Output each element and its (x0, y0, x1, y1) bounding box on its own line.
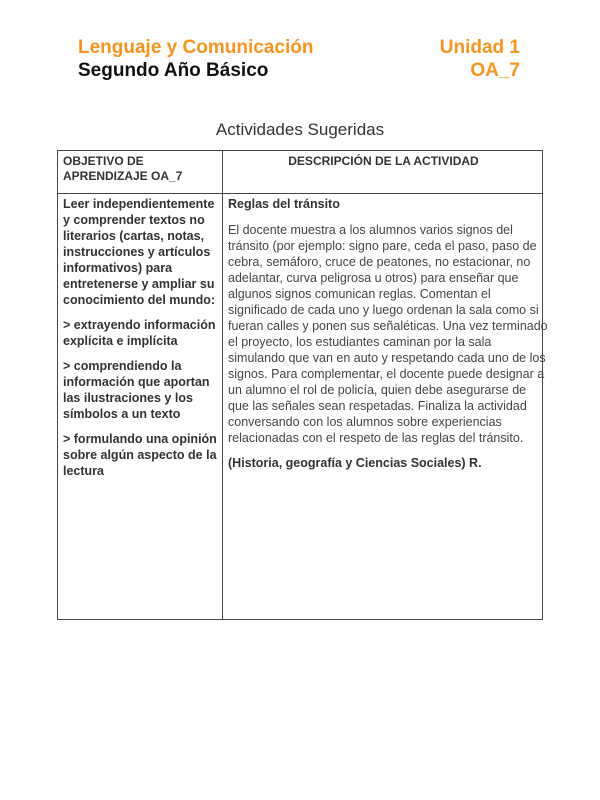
objective-header: OBJETIVO DE APRENDIZAJE OA_7 (63, 154, 183, 183)
objective-bullet: > comprendiendo la información que aportan las ilustraciones y los símbolos a un texto (63, 359, 210, 421)
description-line: signos. Para complementar, el docente puede designar a (228, 367, 545, 381)
description-line: conversando con los alumnos sobre experiencias (228, 415, 502, 429)
objective-main: Leer independientemente y comprender textos no literarios (cartas, notas, instrucciones y artículos informativos) para entretenerse y ampliar su conocimiento del mundo: (63, 197, 216, 307)
activity-description (228, 222, 548, 446)
description-line: simulando que van en auto y respetando cada uno de los (228, 351, 546, 365)
activity-footer: (Historia, geografía y Ciencias Sociales) R. (228, 456, 482, 470)
section-title: Actividades Sugeridas (215, 120, 385, 139)
description-line: tránsito (por ejemplo: signo pare, ceda el paso, paso de (228, 239, 537, 253)
activity-table (57, 150, 548, 620)
grade-title: Segundo Año Básico (78, 60, 269, 81)
activity-title: Reglas del tránsito (228, 197, 340, 211)
description-line: fueran calles y ponen sus señaléticas. Una vez terminado (228, 319, 548, 333)
description-cell (228, 196, 548, 471)
column-divider (222, 151, 223, 619)
row-divider (58, 193, 542, 194)
description-line: el proyecto, los estudiantes caminan por la sala (228, 335, 492, 349)
oa-label: OA_7 (470, 60, 520, 81)
unit-label: Unidad 1 (439, 37, 520, 58)
description-line: algunos signos comunican reglas. Comentan el (228, 287, 491, 301)
description-line: que las señales sean respetadas. Finaliza la actividad (228, 399, 527, 413)
description-line: adelantar, curva peligrosa u otros) para enseñar que (228, 271, 519, 285)
description-line: relacionadas con el respeto de las reglas del tránsito. (228, 431, 524, 445)
description-header: DESCRIPCIÓN DE LA ACTIVIDAD (288, 154, 479, 168)
description-line: El docente muestra a los alumnos varios signos del (228, 223, 513, 237)
objective-cell (63, 196, 219, 488)
description-line: significado de cada uno y luego ordenan la sala como si (228, 303, 539, 317)
description-line: cebra, semáforo, cruce de peatones, no estacionar, no (228, 255, 531, 269)
objective-bullet: > extrayendo información explícita e implícita (63, 318, 216, 348)
objective-bullet: > formulando una opinión sobre algún aspecto de la lectura (63, 432, 217, 478)
description-line: un alumno el rol de policía, quien debe asegurarse de (228, 383, 527, 397)
subject-title: Lenguaje y Comunicación (78, 37, 314, 58)
